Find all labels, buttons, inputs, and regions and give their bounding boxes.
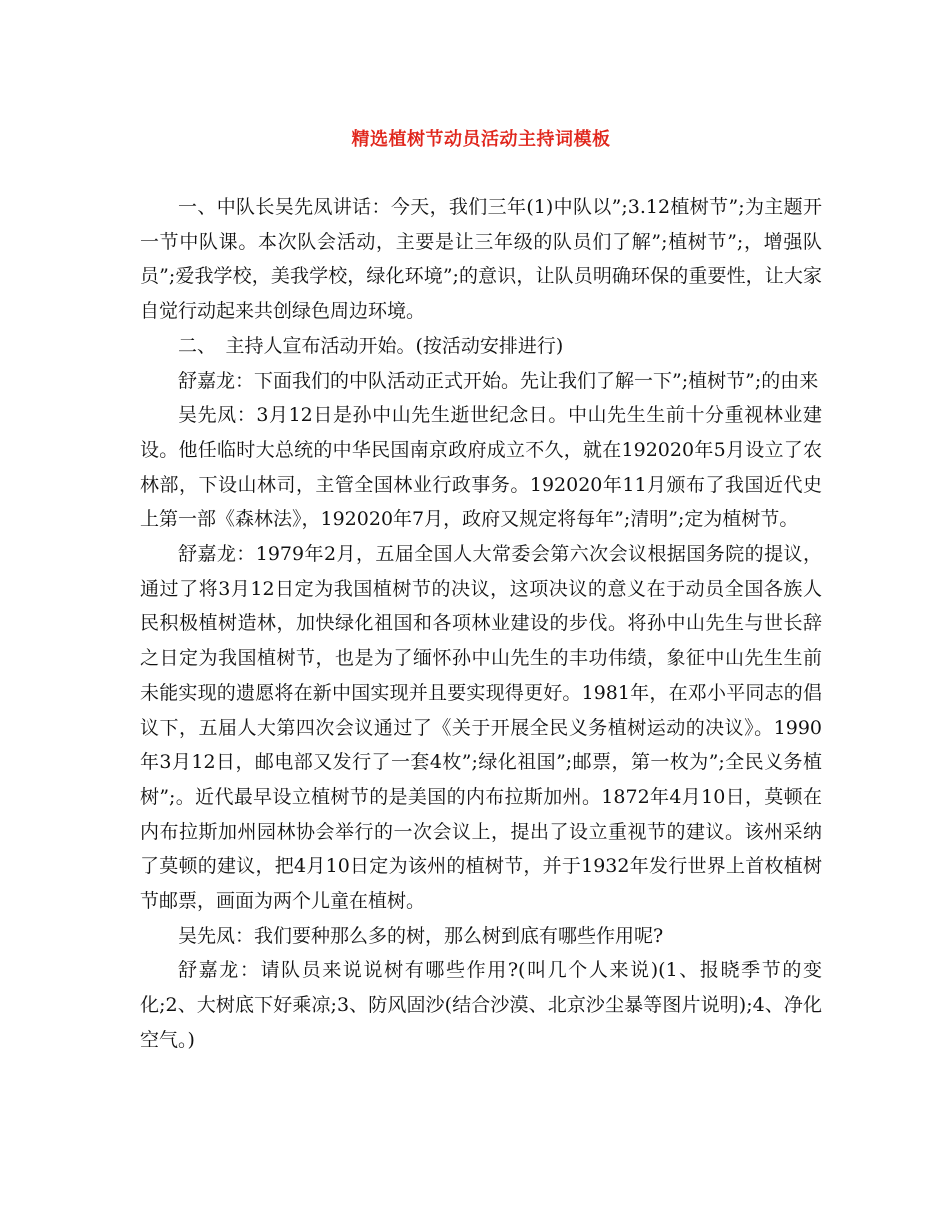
paragraph-history-1979: 舒嘉龙：1979年2月，五届全国人大常委会第六次会议根据国务院的提议，通过了将3月12日定为我国植树节的决议，这项决议的意义在于动员全国各族人民积极植树造林，加快绿化祖国和各项林业建设的步伐。将孙中山先生与世长辞之日定为我国植树节，也是为了缅怀孙中山先生的丰功伟绩，象征中山先生生前未能实现的遗愿将在新中国实现并且要实现得更好。1981年，在邓小平同志的倡议下，五届人大第四次会议通过了《关于开展全民义务植树运动的决议》。1990年3月12日，邮电部又发行了一套4枚”;绿化祖国”;邮票，第一枚为”;全民义务植树”;。近代最早设立植树节的是美国的内布拉斯加州。1872年4月10日，莫顿在内布拉斯加州园林协会举行的一次会议上，提出了设立重视节的建议。该州采纳了莫顿的建议，把4月10日定为该州的植树节，并于1932年发行世界上首枚植树节邮票，画面为两个儿童在植树。 xyxy=(140,543,822,913)
paragraph-origin-prompt: 舒嘉龙：下面我们的中队活动正式开始。先让我们了解一下”;植树节”;的由来 xyxy=(178,369,819,392)
paragraph-history-sun: 吴先凤：3月12日是孙中山先生逝世纪念日。中山先生生前十分重视林业建设。他任临时大总统的中华民国南京政府成立不久，就在192020年5月设立了农林部，下设山林司，主管全国林业行政事务。192020年11月颁布了我国近代史上第一部《森林法》，192020年7月，政府又规定将每年”;清明”;定为植树节。 xyxy=(140,404,822,531)
paragraph-speech-intro: 一、中队长吴先凤讲话：今天，我们三年(1)中队以”;3.12植树节”;为主题开一节中队课。本次队会活动，主要是让三年级的队员们了解”;植树节”;，增强队员”;爱我学校，美我学校，绿化环境”;的意识，让队员明确环保的重要性，让大家自觉行动起来共创绿色周边环境。 xyxy=(140,196,822,323)
paragraph-question: 吴先凤：我们要种那么多的树，那么树到底有哪些作用呢? xyxy=(178,924,664,947)
paragraph-tree-uses: 舒嘉龙：请队员来说说树有哪些作用?(叫几个人来说)(1、报晓季节的变化;2、大树底下好乘凉;3、防风固沙(结合沙漠、北京沙尘暴等图片说明);4、净化空气。) xyxy=(140,959,822,1051)
paragraph-host-announce: 二、 主持人宣布活动开始。(按活动安排进行) xyxy=(178,334,564,357)
document-title: 精选植树节动员活动主持词模板 xyxy=(351,129,611,150)
document-body xyxy=(140,190,822,1058)
